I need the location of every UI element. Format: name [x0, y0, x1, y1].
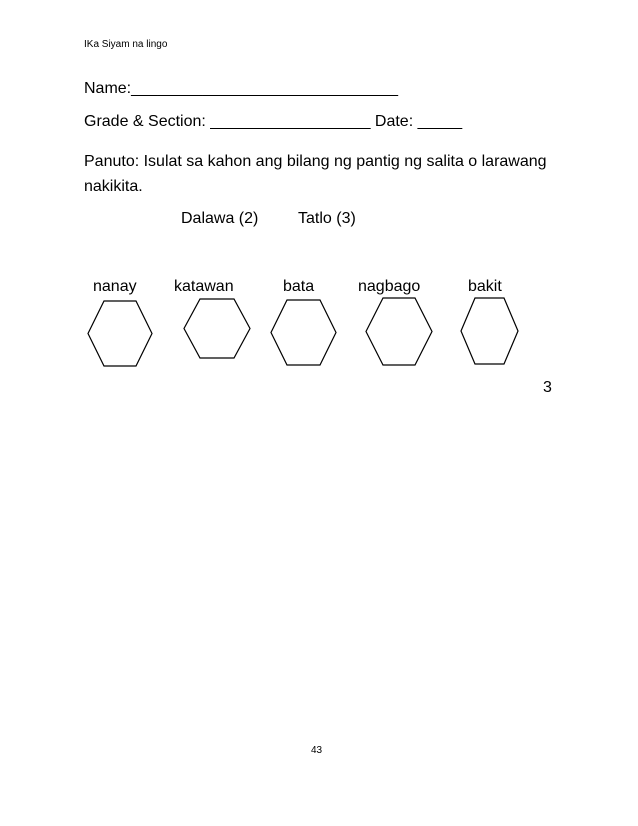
hexagon-answer-box[interactable] — [461, 298, 518, 364]
option-three-syllables: Tatlo (3) — [298, 210, 356, 227]
hexagon-answer-box[interactable] — [184, 299, 250, 358]
hexagon-answer-box[interactable] — [271, 300, 336, 365]
word-label: katawan — [174, 278, 234, 295]
item-number: 3 — [543, 379, 552, 396]
word-label: bata — [283, 278, 315, 295]
hexagon-answer-box[interactable] — [88, 301, 152, 366]
word-label: bakit — [468, 278, 502, 295]
hexagon-answer-box[interactable] — [366, 298, 432, 365]
instructions-text: Panuto: Isulat sa kahon ang bilang ng pantig ng salita o larawang nakikita. — [84, 153, 547, 195]
page-number: 43 — [311, 745, 323, 756]
grade-section-date-line: Grade & Section: __________________ Date: _____ — [84, 113, 463, 130]
word-label: nanay — [93, 278, 137, 295]
name-field-line: Name:______________________________ — [84, 80, 399, 97]
option-two-syllables: Dalawa (2) — [181, 210, 259, 227]
header-title: IKa Siyam na lingo — [84, 39, 168, 50]
word-label: nagbago — [358, 278, 421, 295]
